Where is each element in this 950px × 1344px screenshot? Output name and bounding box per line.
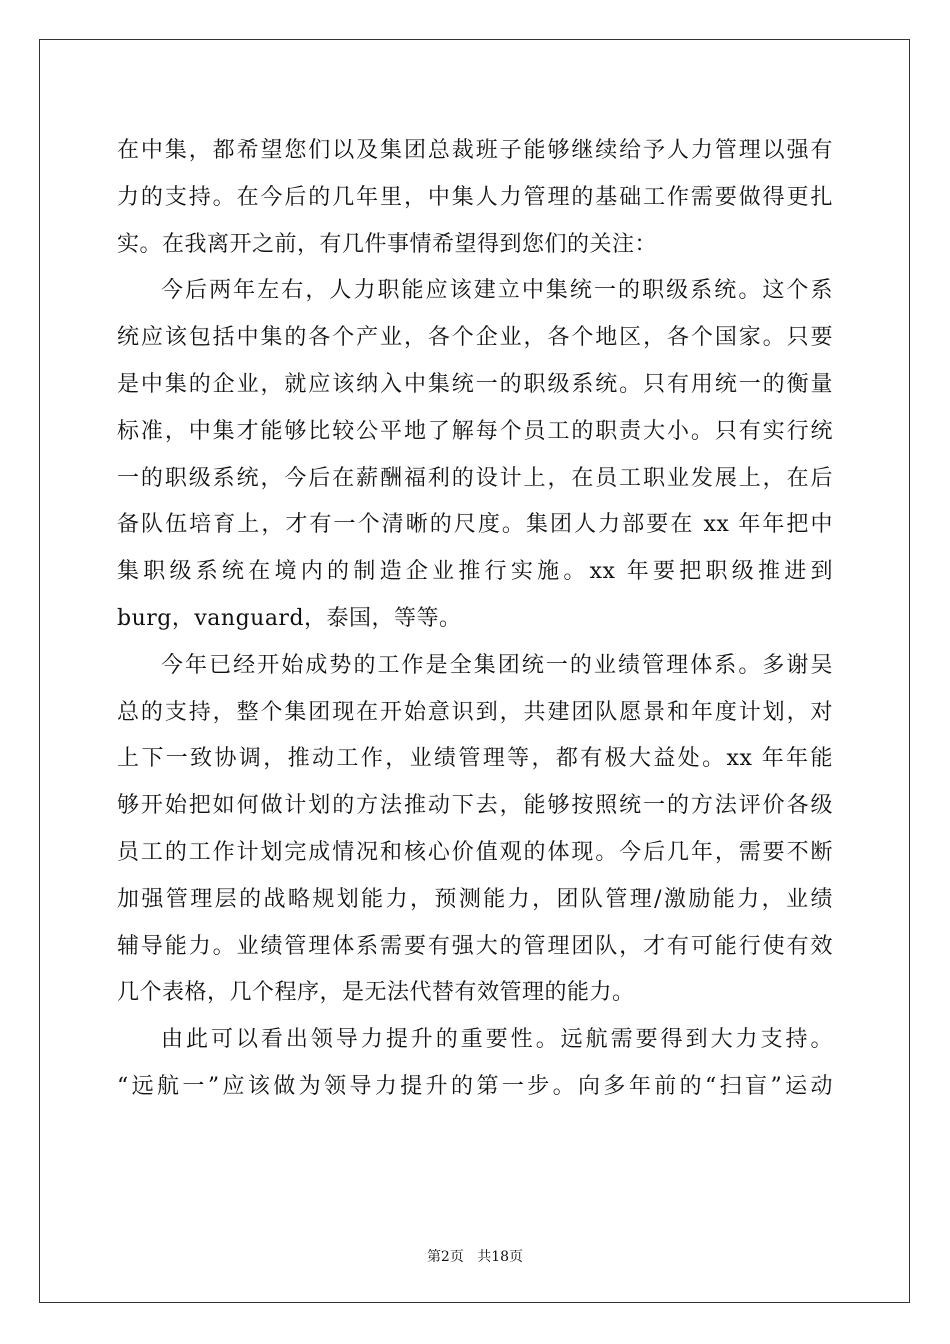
paragraph-2-line-1: 今后两年左右，人力职能应该建立中集统一的职级系统。这个系 (161, 278, 833, 304)
paragraph-3-line-8: 几个表格，几个程序，是无法代替有效管理的能力。 (117, 980, 635, 1006)
page-footer (0, 1246, 950, 1266)
paragraph-2-line-4: 标准，中集才能够比较公平地了解每个员工的职责大小。只有实行统 (117, 418, 833, 444)
paragraph-3-line-7: 辅导能力。业绩管理体系需要有强大的管理团队，才有可能行使有效 (117, 933, 833, 959)
paragraph-2-line-8: burg，vanguard，泰国，等等。 (117, 605, 462, 631)
paragraph-2-line-7: 集职级系统在境内的制造企业推行实施。xx 年要把职级推进到 (117, 559, 833, 585)
paragraph-2-line-5: 一的职级系统，今后在薪酬福利的设计上，在员工职业发展上，在后 (117, 465, 833, 491)
paragraph-4-line-1: 由此可以看出领导力提升的重要性。远航需要得到大力支持。 (161, 1027, 833, 1053)
paragraph-1-line-3: 实。在我离开之前，有几件事情希望得到您们的关注： (117, 231, 658, 257)
paragraph-3-line-3: 上下一致协调，推动工作，业绩管理等，都有极大益处。xx 年年能 (117, 746, 833, 772)
paragraph-2-line-6: 备队伍培育上，才有一个清晰的尺度。集团人力部要在 xx 年年把中 (117, 512, 833, 538)
paragraph-3-line-4: 够开始把如何做计划的方法推动下去，能够按照统一的方法评价各级 (117, 793, 833, 819)
paragraph-3-line-5: 员工的工作计划完成情况和核心价值观的体现。今后几年，需要不断 (117, 839, 833, 865)
paragraph-3-line-6: 加强管理层的战略规划能力，预测能力，团队管理/激励能力，业绩 (117, 886, 833, 912)
paragraph-4-line-2: “远航一”应该做为领导力提升的第一步。向多年前的“扫盲”运动 (117, 1073, 833, 1099)
page-total: 共18页 (477, 1249, 524, 1265)
paragraph-2-line-2: 统应该包括中集的各个产业，各个企业，各个地区，各个国家。只要 (117, 325, 833, 351)
paragraph-2-line-3: 是中集的企业，就应该纳入中集统一的职级系统。只有用统一的衡量 (117, 371, 833, 397)
paragraph-3-line-2: 总的支持，整个集团现在开始意识到，共建团队愿景和年度计划，对 (117, 699, 833, 725)
page-number: 第2页 (426, 1249, 464, 1265)
paragraph-3-line-1: 今年已经开始成势的工作是全集团统一的业绩管理体系。多谢吴 (161, 652, 833, 678)
paragraph-1-line-1: 在中集，都希望您们以及集团总裁班子能够继续给予人力管理以强有 (117, 138, 833, 163)
document-body (117, 128, 833, 1111)
paragraph-1-line-2: 力的支持。在今后的几年里，中集人力管理的基础工作需要做得更扎 (117, 184, 833, 210)
